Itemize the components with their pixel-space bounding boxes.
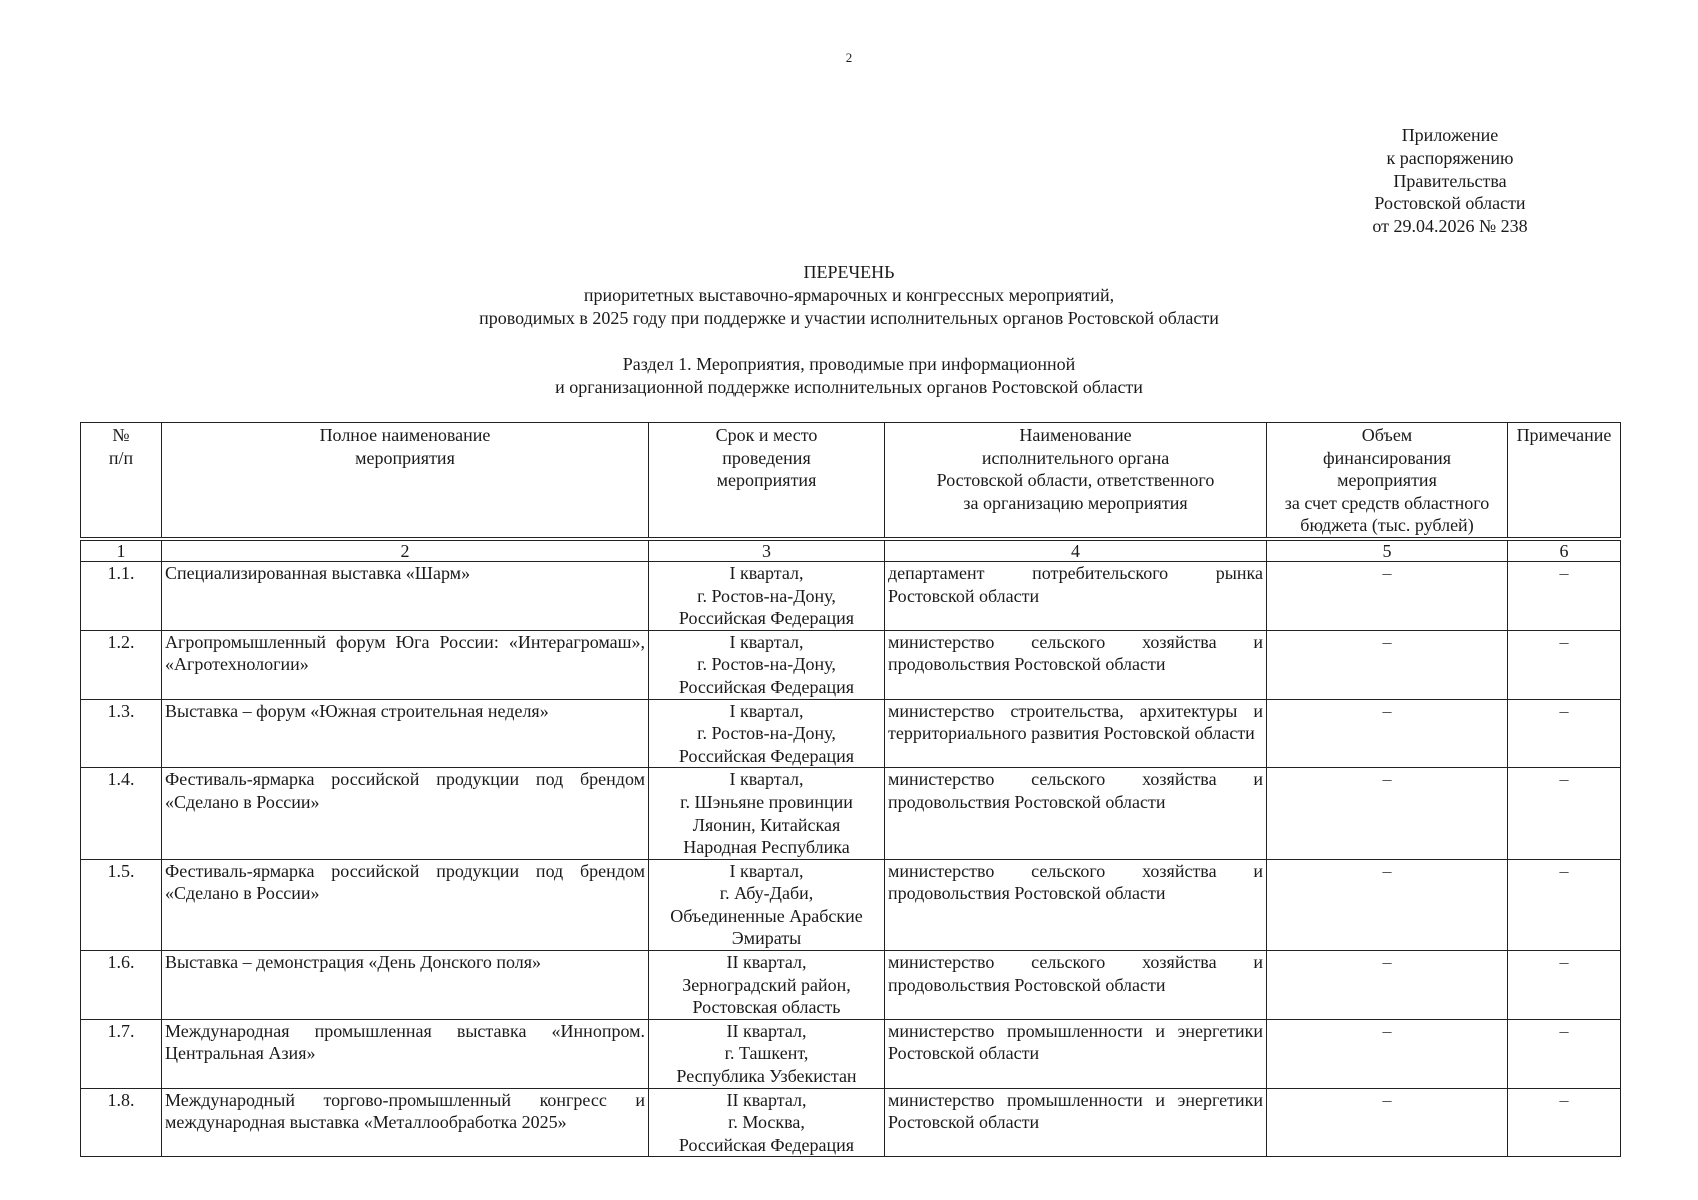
column-number-row xyxy=(81,539,1621,562)
event-when-where: II квартал, Зерноградский район, Ростовская область xyxy=(649,951,885,1020)
page-number: 2 xyxy=(845,50,853,65)
event-name: Специализированная выставка «Шарм» xyxy=(162,561,649,630)
appendix-line: Приложение xyxy=(1401,125,1499,145)
table-row xyxy=(81,951,1621,1020)
event-name: Международный торгово-промышленный конгресс и международная выставка «Металлообработка 2025» xyxy=(162,1088,649,1157)
table-row xyxy=(81,1088,1621,1157)
funding-amount: – xyxy=(1267,699,1508,768)
event-when-where: I квартал, г. Ростов-на-Дону, Российская Федерация xyxy=(649,630,885,699)
event-when-where: I квартал, г. Абу-Даби, Объединенные Арабские Эмираты xyxy=(649,859,885,950)
table-header-row xyxy=(81,423,1621,539)
event-when-where: II квартал, г. Ташкент, Республика Узбекистан xyxy=(649,1019,885,1088)
funding-amount: – xyxy=(1267,859,1508,950)
title-line: приоритетных выставочно-ярмарочных и конгрессных мероприятий, xyxy=(583,284,1115,305)
section-line: и организационной поддержке исполнительных органов Ростовской области xyxy=(555,376,1143,397)
table-row xyxy=(81,768,1621,859)
header-number: № п/п xyxy=(81,423,162,539)
appendix-block xyxy=(1330,124,1570,238)
row-number: 1.2. xyxy=(81,630,162,699)
event-name: Агропромышленный форум Юга России: «Интерагромаш», «Агротехнологии» xyxy=(162,630,649,699)
event-when-where: I квартал, г. Ростов-на-Дону, Российская Федерация xyxy=(649,561,885,630)
appendix-line: Ростовской области xyxy=(1374,193,1526,214)
table-row xyxy=(81,561,1621,630)
row-number: 1.1. xyxy=(81,561,162,630)
row-number: 1.5. xyxy=(81,859,162,950)
row-number: 1.4. xyxy=(81,768,162,859)
appendix-line: от 29.04.2026 № 238 xyxy=(1372,216,1528,237)
column-number: 6 xyxy=(1508,539,1621,562)
row-note: – xyxy=(1508,561,1621,630)
responsible-organ: министерство сельского хозяйства и продовольствия Ростовской области xyxy=(885,630,1267,699)
row-note: – xyxy=(1508,699,1621,768)
title-heading: ПЕРЕЧЕНЬ xyxy=(803,262,895,282)
column-number: 1 xyxy=(81,539,162,562)
row-number: 1.6. xyxy=(81,951,162,1020)
row-note: – xyxy=(1508,859,1621,950)
event-name: Международная промышленная выставка «Иннопром. Центральная Азия» xyxy=(162,1019,649,1088)
row-number: 1.8. xyxy=(81,1088,162,1157)
event-name: Фестиваль-ярмарка российской продукции под брендом «Сделано в России» xyxy=(162,768,649,859)
header-name: Полное наименование мероприятия xyxy=(162,423,649,539)
table-row xyxy=(81,1019,1621,1088)
responsible-organ: министерство сельского хозяйства и продовольствия Ростовской области xyxy=(885,951,1267,1020)
event-name: Выставка – форум «Южная строительная неделя» xyxy=(162,699,649,768)
table-row xyxy=(81,859,1621,950)
row-note: – xyxy=(1508,1088,1621,1157)
section-heading xyxy=(0,353,1698,399)
row-note: – xyxy=(1508,951,1621,1020)
column-number: 3 xyxy=(649,539,885,562)
event-when-where: I квартал, г. Ростов-на-Дону, Российская Федерация xyxy=(649,699,885,768)
header-organ: Наименование исполнительного органа Ростовской области, ответственного за организацию мероприятия xyxy=(885,423,1267,539)
header-funding: Объем финансирования мероприятия за счет средств областного бюджета (тыс. рублей) xyxy=(1267,423,1508,539)
event-when-where: I квартал, г. Шэньяне провинции Ляонин, Китайская Народная Республика xyxy=(649,768,885,859)
funding-amount: – xyxy=(1267,630,1508,699)
responsible-organ: министерство сельского хозяйства и продовольствия Ростовской области xyxy=(885,768,1267,859)
funding-amount: – xyxy=(1267,951,1508,1020)
row-number: 1.7. xyxy=(81,1019,162,1088)
appendix-line: Правительства xyxy=(1393,170,1507,191)
row-note: – xyxy=(1508,1019,1621,1088)
row-number: 1.3. xyxy=(81,699,162,768)
header-when-where: Срок и место проведения мероприятия xyxy=(649,423,885,539)
responsible-organ: департамент потребительского рынка Ростовской области xyxy=(885,561,1267,630)
column-number: 4 xyxy=(885,539,1267,562)
funding-amount: – xyxy=(1267,1088,1508,1157)
responsible-organ: министерство промышленности и энергетики Ростовской области xyxy=(885,1019,1267,1088)
appendix-line: к распоряжению xyxy=(1386,147,1514,168)
funding-amount: – xyxy=(1267,1019,1508,1088)
column-number: 5 xyxy=(1267,539,1508,562)
header-note: Примечание xyxy=(1508,423,1621,539)
responsible-organ: министерство сельского хозяйства и продовольствия Ростовской области xyxy=(885,859,1267,950)
title-line: проводимых в 2025 году при поддержке и участии исполнительных органов Ростовской области xyxy=(479,307,1219,328)
event-name: Фестиваль-ярмарка российской продукции под брендом «Сделано в России» xyxy=(162,859,649,950)
table-row xyxy=(81,699,1621,768)
section-line: Раздел 1. Мероприятия, проводимые при информационной xyxy=(622,354,1076,374)
events-table xyxy=(80,422,1621,1157)
responsible-organ: министерство промышленности и энергетики Ростовской области xyxy=(885,1088,1267,1157)
funding-amount: – xyxy=(1267,768,1508,859)
event-name: Выставка – демонстрация «День Донского поля» xyxy=(162,951,649,1020)
column-number: 2 xyxy=(162,539,649,562)
responsible-organ: министерство строительства, архитектуры и территориального развития Ростовской области xyxy=(885,699,1267,768)
funding-amount: – xyxy=(1267,561,1508,630)
table-row xyxy=(81,630,1621,699)
document-title xyxy=(0,261,1698,329)
row-note: – xyxy=(1508,630,1621,699)
row-note: – xyxy=(1508,768,1621,859)
event-when-where: II квартал, г. Москва, Российская Федерация xyxy=(649,1088,885,1157)
